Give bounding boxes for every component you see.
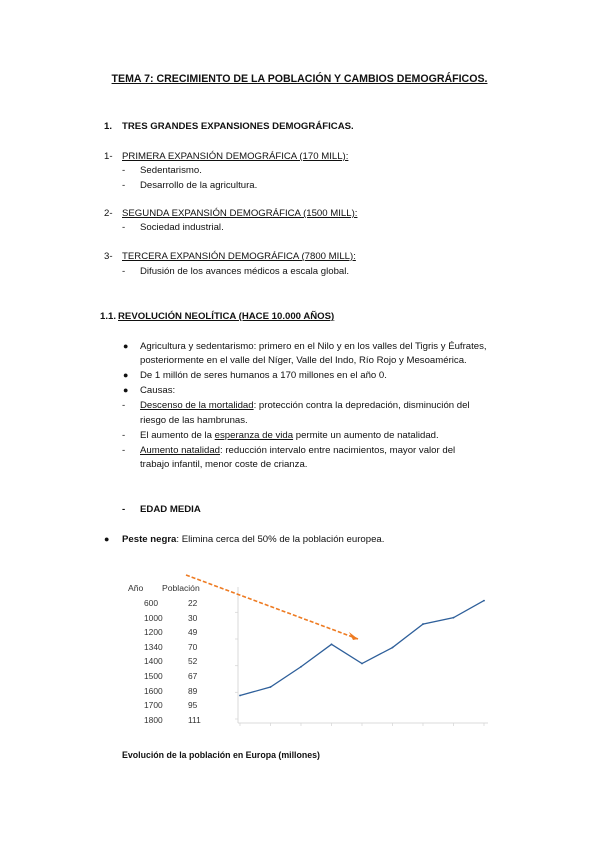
table-cell-population: 95 xyxy=(188,700,198,711)
table-cell-population: 67 xyxy=(188,671,198,681)
bullet-text: Causas: xyxy=(140,385,176,396)
cause-desc-line: trabajo infantil, menor coste de crianza. xyxy=(140,459,308,470)
data-point xyxy=(453,617,455,619)
expansion-number: 1- xyxy=(104,151,113,162)
table-cell-population: 70 xyxy=(188,641,198,652)
data-point xyxy=(300,666,302,668)
table-cell-year: 1200 xyxy=(144,627,163,638)
dash-marker: - xyxy=(122,222,126,233)
bullet-marker: ● xyxy=(123,341,129,351)
data-point xyxy=(422,623,424,625)
expansion-title: PRIMERA EXPANSIÓN DEMOGRÁFICA (170 MILL): xyxy=(122,151,349,162)
peste-label: Peste negra xyxy=(122,534,177,545)
dash-marker: - xyxy=(122,430,126,441)
table-cell-population: 22 xyxy=(188,598,198,608)
dash-marker: - xyxy=(122,266,126,277)
bullet-marker: ● xyxy=(123,385,129,395)
data-point xyxy=(331,643,333,645)
table-cell-year: 1700 xyxy=(144,700,163,711)
expansion-title: SEGUNDA EXPANSIÓN DEMOGRÁFICA (1500 MILL): xyxy=(122,208,358,219)
table-cell-population: 89 xyxy=(188,685,198,696)
cause-item xyxy=(140,430,439,441)
expansion-item: Sociedad industrial. xyxy=(140,222,224,233)
table-cell-population: 30 xyxy=(188,612,198,623)
expansion-item: Sedentarismo. xyxy=(140,165,202,176)
subsection-heading: REVOLUCIÓN NEOLÍTICA (HACE 10.000 AÑOS) xyxy=(118,311,335,322)
table-cell-year: 1000 xyxy=(144,612,163,623)
table-cell-year: 600 xyxy=(144,598,158,608)
dash-marker: - xyxy=(122,504,126,515)
data-point xyxy=(270,686,272,688)
table-cell-year: 1800 xyxy=(144,714,163,725)
population-figure xyxy=(122,575,492,733)
data-point xyxy=(483,600,485,602)
trend-arrow xyxy=(186,575,358,639)
series-line xyxy=(240,601,484,696)
table-header-population: Población xyxy=(162,583,200,593)
dash-marker: - xyxy=(122,400,126,411)
cause-desc: permite un aumento de natalidad. xyxy=(293,430,439,441)
cause-item xyxy=(140,445,455,456)
page-title: TEMA 7: CRECIMIENTO DE LA POBLACIÓN Y CAMBIOS DEMOGRÁFICOS. xyxy=(111,73,488,85)
table-cell-year: 1500 xyxy=(144,671,163,681)
subsection-number: 1.1. xyxy=(100,311,117,322)
table-header-year: Año xyxy=(128,583,144,593)
cause-term: esperanza de vida xyxy=(214,430,294,441)
bullet-marker: ● xyxy=(123,370,129,380)
data-point xyxy=(239,695,241,697)
dash-marker: - xyxy=(122,180,126,191)
figure-caption: Evolución de la población en Europa (millones) xyxy=(122,750,320,760)
dash-marker: - xyxy=(122,445,126,456)
bullet-text: posteriormente en el valle del Níger, Valle del Indo, Río Rojo y Mesoamérica. xyxy=(140,355,467,366)
subsection-heading: EDAD MEDIA xyxy=(140,504,201,515)
expansion-item: Desarrollo de la agricultura. xyxy=(140,180,258,191)
cause-term: Descenso de la mortalidad xyxy=(140,400,254,411)
section-heading: TRES GRANDES EXPANSIONES DEMOGRÁFICAS. xyxy=(122,121,354,132)
table-cell-population: 52 xyxy=(188,656,198,667)
cause-desc-line: riesgo de las hambrunas. xyxy=(140,415,248,426)
table-cell-year: 1340 xyxy=(144,641,163,652)
table-cell-population: 111 xyxy=(188,714,201,725)
expansion-number: 3- xyxy=(104,251,113,262)
table-cell-year: 1400 xyxy=(144,656,163,667)
dash-marker: - xyxy=(122,165,126,176)
expansion-title: TERCERA EXPANSIÓN DEMOGRÁFICA (7800 MILL): xyxy=(122,251,356,262)
data-point xyxy=(361,663,363,665)
expansion-number: 2- xyxy=(104,208,113,219)
peste-text: : Elimina cerca del 50% de la población europea. xyxy=(176,534,385,545)
cause-desc: El aumento de la xyxy=(140,430,215,441)
table-cell-year: 1600 xyxy=(144,685,163,696)
bullet-text: De 1 millón de seres humanos a 170 millones en el año 0. xyxy=(140,370,387,381)
cause-term: Aumento natalidad xyxy=(140,445,221,456)
cause-item xyxy=(140,400,470,411)
bullet-marker: ● xyxy=(104,534,110,544)
population-line-chart xyxy=(230,579,492,731)
expansion-item: Difusión de los avances médicos a escala global. xyxy=(140,266,350,277)
table-cell-population: 49 xyxy=(188,627,198,638)
section-number: 1. xyxy=(104,121,113,132)
bullet-text: Agricultura y sedentarismo: primero en el Nilo y en los valles del Tigris y Éufrates, xyxy=(140,341,487,352)
cause-desc: : reducción intervalo entre nacimientos, mayor valor del xyxy=(220,445,456,456)
cause-desc: : protección contra la depredación, disminución del xyxy=(253,400,470,411)
data-point xyxy=(392,647,394,649)
peste-item xyxy=(122,534,384,545)
